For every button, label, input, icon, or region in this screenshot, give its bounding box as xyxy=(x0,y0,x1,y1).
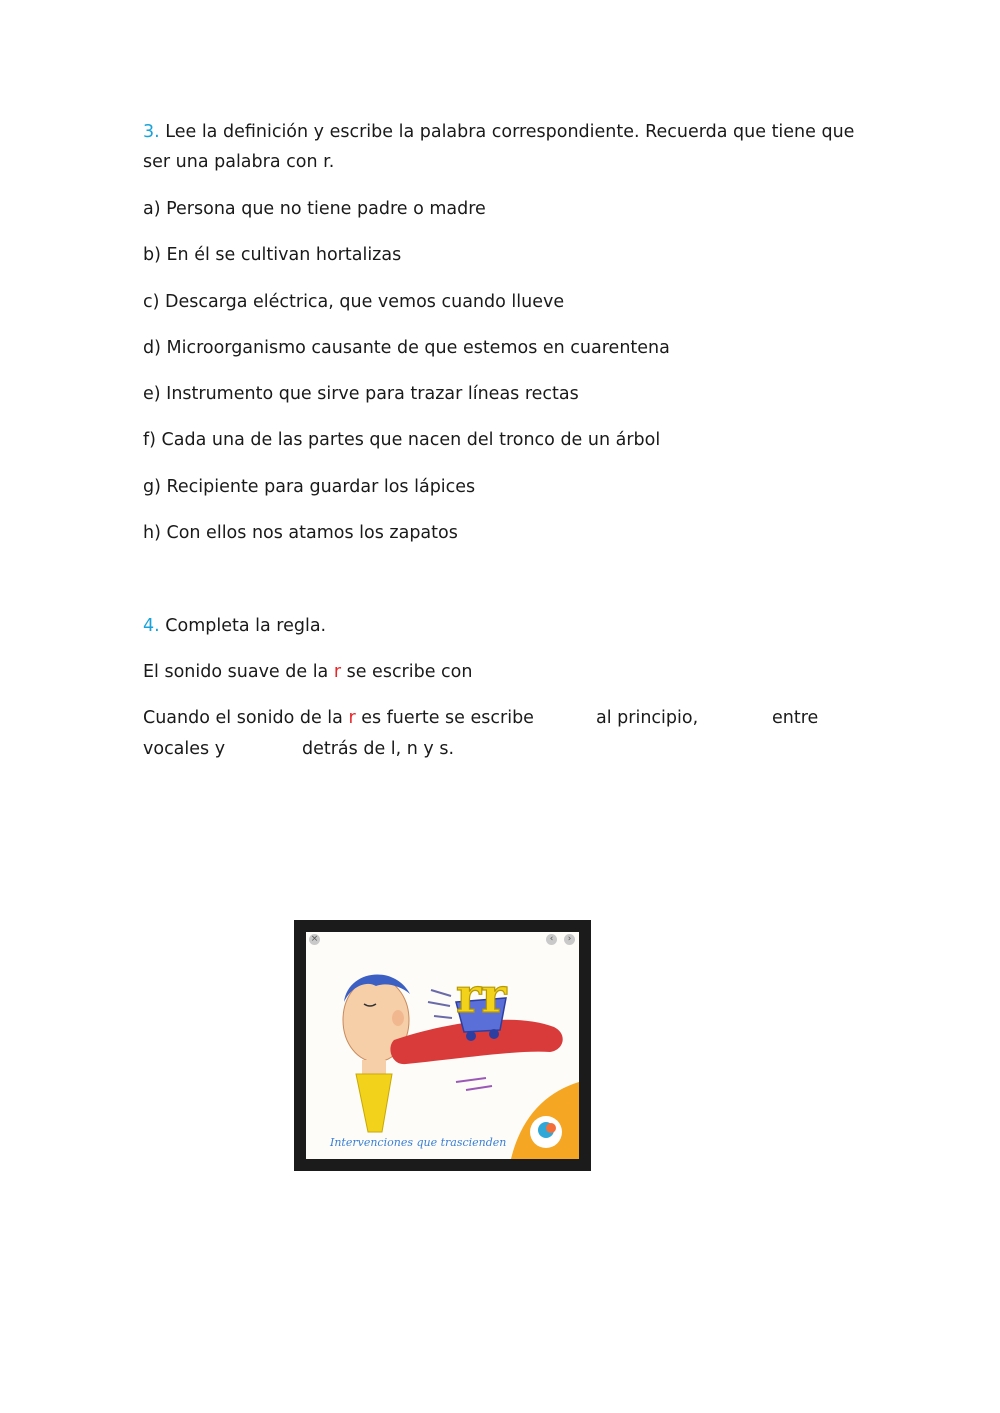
rule-strong-r-vocales: vocales y xyxy=(143,739,226,759)
definition-item-e: e) Instrumento que sirve para trazar líneas rectas xyxy=(143,384,579,404)
rule-strong-r-detras: detrás de l, n y s. xyxy=(302,739,455,759)
highlight-letter-r: r xyxy=(333,662,342,682)
definition-item-d: d) Microorganismo causante de que estemos en cuarentena xyxy=(143,338,670,358)
boy-nose xyxy=(392,1010,404,1026)
exercise-4-instruction: 4. Completa la regla. xyxy=(143,616,327,636)
definition-item-h: h) Con ellos nos atamos los zapatos xyxy=(143,523,458,543)
boy-tie xyxy=(356,1074,392,1132)
exercise-3-number: 3. xyxy=(143,122,160,142)
rule-strong-r-principio: al principio, xyxy=(596,708,699,728)
exercise-3-instruction: 3. Lee la definición y escribe la palabra correspondiente. Recuerda que tiene que xyxy=(143,122,855,142)
chevron-right-icon[interactable]: › xyxy=(564,934,575,945)
highlight-letter-r: r xyxy=(348,708,356,728)
close-icon[interactable]: × xyxy=(310,934,319,944)
rule-soft-r: El sonido suave de la r se escribe con xyxy=(143,662,473,682)
definition-item-g: g) Recipiente para guardar los lápices xyxy=(143,477,476,497)
rr-letters: rr xyxy=(456,968,507,1024)
rule-strong-r-entre: entre xyxy=(772,708,819,728)
definition-item-f: f) Cada una de las partes que nacen del tronco de un árbol xyxy=(143,430,661,450)
definition-item-a: a) Persona que no tiene padre o madre xyxy=(143,199,486,219)
definition-item-b: b) En él se cultivan hortalizas xyxy=(143,245,402,265)
illustration xyxy=(306,932,579,1159)
rr-tongue-illustration xyxy=(306,932,579,1159)
chevron-left-icon[interactable]: ‹ xyxy=(546,934,557,945)
motion-lines xyxy=(428,990,452,1018)
exercise-4-number: 4. xyxy=(143,616,160,636)
illustration-caption: Intervenciones que trascienden xyxy=(330,1136,507,1149)
rule-strong-r-line-1: Cuando el sonido de la r es fuerte se escribe xyxy=(143,708,534,728)
definition-item-c: c) Descarga eléctrica, que vemos cuando llueve xyxy=(143,292,565,312)
exercise-3-instruction-line-2: ser una palabra con r. xyxy=(143,152,335,172)
illustration-frame xyxy=(294,920,591,1171)
